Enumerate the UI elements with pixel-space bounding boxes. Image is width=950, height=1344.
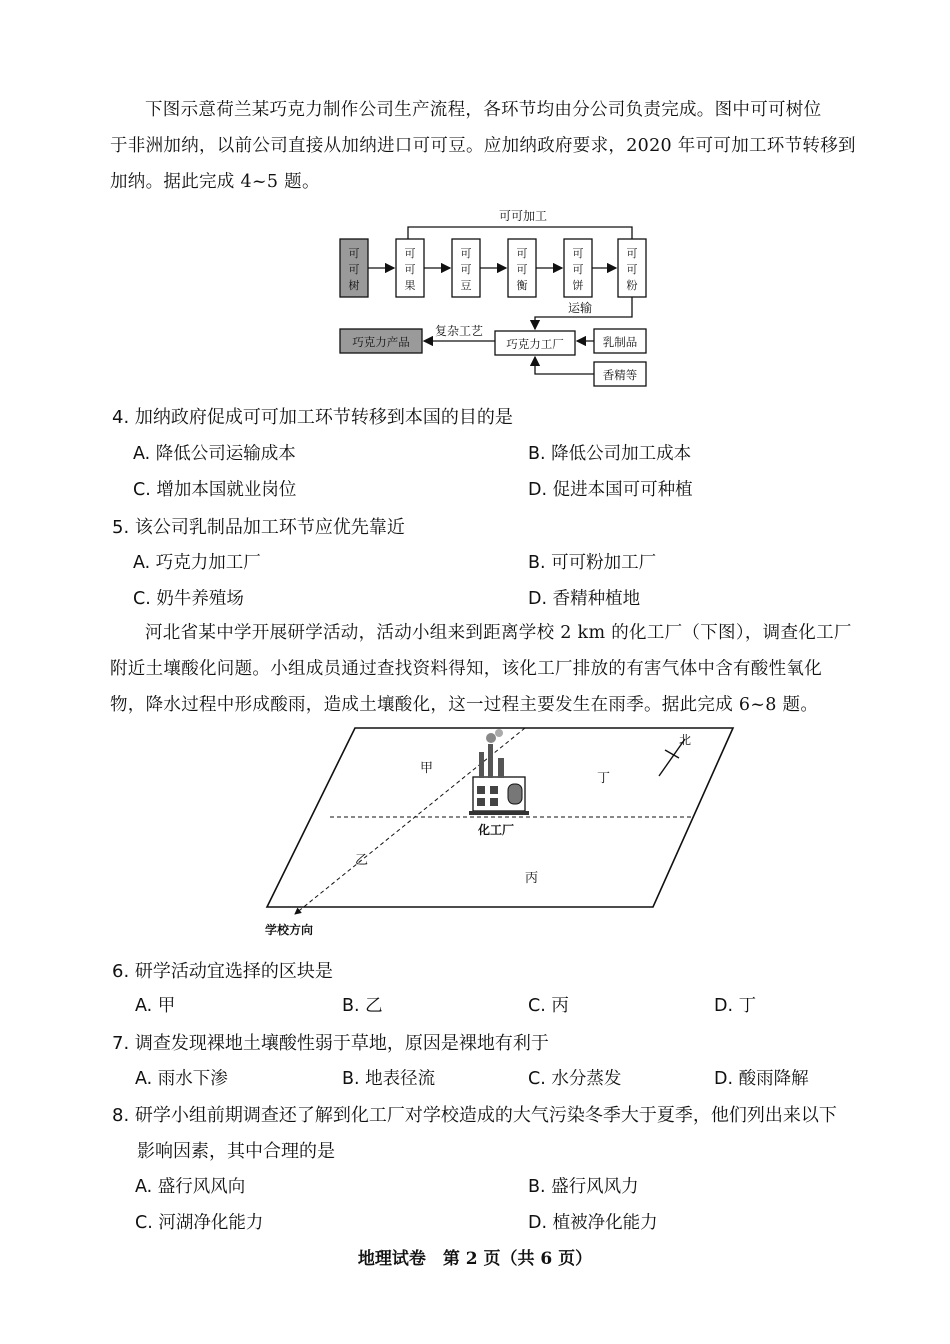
q5-option-d[interactable]: D. 香精种植地 (528, 589, 641, 609)
q6-option-a[interactable]: A. 甲 (135, 996, 176, 1016)
north-label: 北 (679, 733, 692, 747)
svg-text:可: 可 (404, 247, 416, 260)
svg-text:可: 可 (348, 247, 360, 260)
svg-text:可: 可 (572, 247, 584, 260)
q4-option-d[interactable]: D. 促进本国可可种植 (528, 480, 693, 500)
question-7-stem: 7. 调查发现裸地土壤酸性弱于草地，原因是裸地有利于 (112, 1033, 549, 1054)
svg-text:树: 树 (348, 279, 360, 292)
svg-text:可: 可 (626, 263, 638, 276)
factory-icon (469, 729, 529, 815)
flow-product: 巧克力产品 (352, 335, 410, 349)
flow-node-bean (452, 239, 480, 297)
svg-text:可: 可 (572, 263, 584, 276)
intro-paragraph-1 (110, 92, 870, 200)
question-8-stem-line2: 影响因素，其中合理的是 (137, 1141, 335, 1162)
question-6-stem: 6. 研学活动宜选择的区块是 (112, 961, 333, 982)
question-8-stem-line1: 8. 研学小组前期调查还了解到化工厂对学校造成的大气污染冬季大于夏季，他们列出来以下 (112, 1105, 837, 1126)
svg-text:可: 可 (516, 247, 528, 260)
q5-option-b[interactable]: B. 可可粉加工厂 (528, 553, 657, 573)
intro-paragraph-2 (110, 615, 870, 723)
svg-text:果: 果 (404, 279, 416, 292)
q6-option-c[interactable]: C. 丙 (528, 996, 569, 1016)
flow-process-label: 复杂工艺 (434, 324, 484, 338)
flow-top-label: 可可加工 (498, 209, 548, 223)
chemical-plant-map (255, 722, 735, 947)
intro2-line: 河北省某中学开展研学活动，活动小组来到距离学校 2 km 的化工厂（下图），调查化工厂 (145, 623, 852, 643)
flow-node-powder (618, 239, 646, 297)
svg-text:可: 可 (404, 263, 416, 276)
svg-text:可: 可 (516, 263, 528, 276)
region-ding: 丁 (597, 771, 611, 786)
q7-option-d[interactable]: D. 酸雨降解 (714, 1069, 809, 1089)
svg-text:可: 可 (626, 247, 638, 260)
svg-text:可: 可 (348, 263, 360, 276)
intro1-line: 于非洲加纳，以前公司直接从加纳进口可可豆。应加纳政府要求，2020 年可可加工环节转移到 (110, 136, 856, 156)
q7-option-c[interactable]: C. 水分蒸发 (528, 1069, 622, 1089)
question-4-stem: 4. 加纳政府促成可可加工环节转移到本国的目的是 (112, 407, 513, 428)
svg-text:可: 可 (460, 247, 472, 260)
q7-option-a[interactable]: A. 雨水下渗 (135, 1069, 228, 1089)
flow-dairy: 乳制品 (602, 335, 638, 349)
svg-text:豆: 豆 (460, 279, 472, 292)
svg-text:粉: 粉 (626, 279, 638, 292)
chocolate-flow-diagram (330, 205, 670, 390)
intro2-line: 物，降水过程中形成酸雨，造成土壤酸化，这一过程主要发生在雨季。据此完成 6~8 题。 (110, 695, 819, 715)
map-factory-label: 化工厂 (477, 823, 515, 837)
q7-option-b[interactable]: B. 地表径流 (342, 1069, 436, 1089)
school-direction-label: 学校方向 (265, 923, 314, 937)
q4-option-a[interactable]: A. 降低公司运输成本 (133, 444, 296, 464)
intro1-line: 下图示意荷兰某巧克力制作公司生产流程，各环节均由分公司负责完成。图中可可树位 (145, 100, 822, 120)
region-jia: 甲 (420, 761, 434, 776)
q6-option-b[interactable]: B. 乙 (342, 996, 383, 1016)
flow-flavor: 香精等 (602, 368, 638, 382)
q5-option-a[interactable]: A. 巧克力加工厂 (133, 553, 261, 573)
q4-option-c[interactable]: C. 增加本国就业岗位 (133, 480, 297, 500)
question-5-stem: 5. 该公司乳制品加工环节应优先靠近 (112, 517, 405, 538)
flow-node-cake (564, 239, 592, 297)
flow-node-fruit (396, 239, 424, 297)
flow-node-tree (340, 239, 368, 297)
flow-transport-label: 运输 (567, 301, 593, 315)
q5-option-c[interactable]: C. 奶牛养殖场 (133, 589, 244, 609)
region-yi: 乙 (355, 853, 369, 868)
svg-text:衡: 衡 (516, 279, 528, 292)
q4-option-b[interactable]: B. 降低公司加工成本 (528, 444, 692, 464)
intro2-line: 附近土壤酸化问题。小组成员通过查找资料得知，该化工厂排放的有害气体中含有酸性氧化 (110, 659, 822, 679)
flow-factory: 巧克力工厂 (506, 337, 564, 351)
q8-option-b[interactable]: B. 盛行风风力 (528, 1177, 639, 1197)
flow-node-liquor (508, 239, 536, 297)
q6-option-d[interactable]: D. 丁 (714, 996, 757, 1016)
page-footer: 地理试卷 第 2 页（共 6 页） (357, 1249, 593, 1269)
svg-text:饼: 饼 (572, 279, 584, 292)
intro1-line: 加纳。据此完成 4~5 题。 (110, 172, 320, 192)
flow-top-bracket (408, 227, 632, 239)
region-bing: 丙 (525, 871, 539, 886)
q8-option-d[interactable]: D. 植被净化能力 (528, 1213, 658, 1233)
q8-option-c[interactable]: C. 河湖净化能力 (135, 1213, 264, 1233)
q8-option-a[interactable]: A. 盛行风风向 (135, 1177, 246, 1197)
svg-text:可: 可 (460, 263, 472, 276)
